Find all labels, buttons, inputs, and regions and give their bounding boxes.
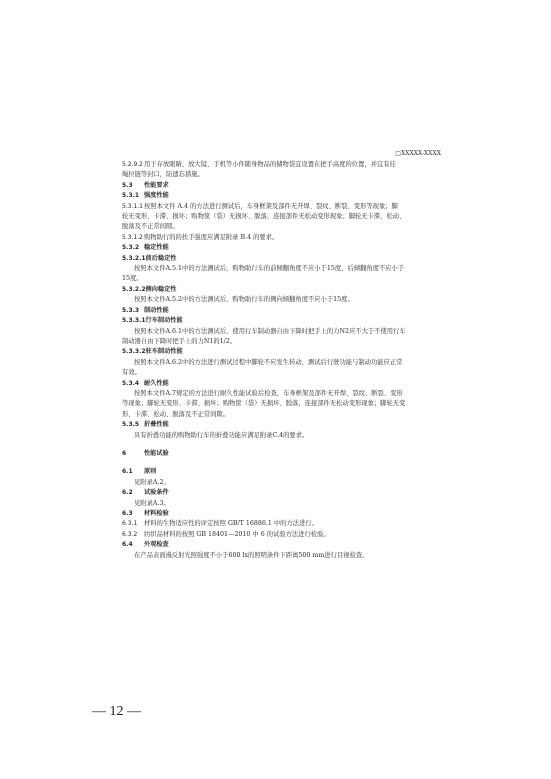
section-heading (122, 540, 442, 550)
section-number: 5.3.2 (122, 244, 140, 252)
paragraph-line: 按照本文件A.7规定的方法进行耐久性能试验后检查，车身框架及部件无开焊、裂纹、断裂、变形 (134, 389, 403, 397)
clause-number: 5.3.1.2 (122, 233, 143, 241)
section-title: 行车制动性能 (145, 317, 183, 325)
spacer (122, 459, 442, 467)
paragraph-line: 见附录A.2。 (134, 478, 170, 486)
paragraph-continuation: 轮无变形、卡滞、损坏；购物筐（袋）无损坏、脱落，连接部件无松动变形现象；脚轮无卡滞、松动、 (122, 213, 406, 221)
section-heading (122, 467, 442, 477)
section-number: 5.3.3.2 (122, 348, 146, 356)
section-title: 侧向稳定性 (145, 285, 177, 293)
section-number: 6.3 (122, 510, 133, 517)
section-heading (122, 191, 442, 201)
section-title: 原则 (144, 468, 157, 476)
page-number: — 12 — (92, 704, 141, 719)
section-number: 6 (122, 449, 127, 457)
section-heading (122, 420, 442, 430)
clause-number: 5.2.9.2 (122, 161, 143, 168)
paragraph-continuation: 制动器自由下降时把手上的力N1的1/2。 (122, 337, 237, 345)
paragraph-continuation: 绳拉链等封口，防遗忘措施。 (122, 171, 204, 179)
clause-text: 纺织品材料的按照 GB 18401—2010 中 6 的试验方法进行检验。 (144, 530, 330, 538)
clause-text: 用于存放眼睛、放大镜、手机等小件随身物品的储物袋宜设置在把手高度的位置，并宜有挂 (144, 161, 396, 168)
section-number: 6.1 (122, 468, 133, 476)
section-number: 5.3.2.1 (122, 254, 146, 262)
section-heading (122, 449, 442, 459)
section-number: 5.3.1 (122, 192, 140, 200)
paragraph-line: 见附录A.3。 (134, 499, 170, 507)
section-heading (122, 181, 442, 191)
paragraph-continuation: 有效。 (122, 369, 141, 377)
section-heading (122, 285, 442, 295)
document-body (122, 160, 442, 561)
numbered-paragraph (122, 160, 442, 170)
paragraph-continuation: 15度。 (122, 275, 143, 283)
section-title: 稳定性能 (144, 244, 169, 252)
section-number: 5.3.5 (122, 421, 140, 429)
clause-number: 6.3.2 (122, 530, 138, 538)
standard-code: □XXXXX-XXXX (395, 150, 441, 157)
section-number: 6.4 (122, 541, 133, 549)
section-heading (122, 488, 442, 498)
section-heading (122, 254, 442, 264)
numbered-paragraph (122, 202, 442, 212)
section-title: 驻车制动性能 (145, 348, 183, 356)
section-number: 5.3.4 (122, 379, 140, 387)
section-title: 折叠性能 (144, 421, 169, 429)
section-number: 5.3.2.2 (122, 285, 146, 293)
clause-text: 购物助行的的扶手强度应满足附录 B.4 的要求。 (144, 233, 279, 241)
section-number: 5.3.3 (122, 306, 140, 314)
section-heading (122, 243, 442, 253)
section-number: 5.3 (122, 181, 133, 189)
section-title: 性能要求 (144, 181, 169, 189)
paragraph-line: 按照本文件A.6.1中的方法测试后，使用行车制动器自由下降时把手上的力N2应不大于不使用行车 (134, 327, 406, 335)
section-title: 试验条件 (144, 489, 169, 497)
paragraph-line: 具有折叠功能的购物助行车的折叠功能应满足附录C.4的要求。 (134, 431, 309, 439)
section-title: 强度性能 (144, 192, 169, 200)
numbered-paragraph (122, 530, 442, 540)
section-title: 外观检查 (144, 541, 169, 549)
paragraph-continuation: 等现象；脚轮无变形、卡滞、损坏；购物筐（袋）无损坏、脱落，连接部件无松动变形现象；脚轮无变 (122, 400, 406, 408)
paragraph-line: 按照本文件A.5.1中的方法测试后，购物助行车的前倾翻角度不应小于15度，后倾翻角度不应小于 (134, 265, 405, 273)
paragraph-continuation: 脱落及不正常间隙。 (122, 223, 179, 231)
section-heading (122, 379, 442, 389)
section-title: 性能试验 (144, 449, 169, 457)
paragraph-line: 在产品表面漫反射光照强度不小于600 lx的照明条件下距离500 mm进行目视检查。 (134, 551, 369, 559)
clause-number: 5.3.1.1 (122, 202, 143, 210)
section-heading (122, 347, 442, 357)
numbered-paragraph (122, 233, 442, 243)
section-title: 制动性能 (144, 306, 169, 314)
paragraph-continuation: 形、卡滞、松动、脱落及不正常间隙。 (122, 410, 230, 418)
section-title: 耐久性能 (144, 379, 169, 387)
spacer (122, 441, 442, 449)
clause-text: 材料的生物适应性的评定按照 GB/T 16886.1 中的方法进行。 (144, 520, 318, 528)
section-number: 5.3.3.1 (122, 317, 146, 325)
section-title: 前后稳定性 (145, 254, 177, 262)
section-heading (122, 509, 442, 519)
paragraph-line: 按照本文件A.5.2中的方法测试后，购物助行车的侧向倾翻角度不应小于15度。 (134, 296, 354, 304)
section-heading (122, 306, 442, 316)
paragraph-line: 按照本文件A.6.2中的方法进行测试过程中脚轮不应发生转动，测试后行驶功能与制动功能应正常 (134, 358, 403, 366)
section-heading (122, 316, 442, 326)
clause-number: 6.3.1 (122, 520, 138, 528)
numbered-paragraph (122, 519, 442, 529)
section-number: 6.2 (122, 489, 133, 497)
clause-text: 按照本文件 A.4 的方法进行测试后，车身框架及部件无开焊、裂纹、断裂、变形等现象；脚 (144, 202, 398, 210)
section-title: 材料检验 (144, 510, 169, 517)
